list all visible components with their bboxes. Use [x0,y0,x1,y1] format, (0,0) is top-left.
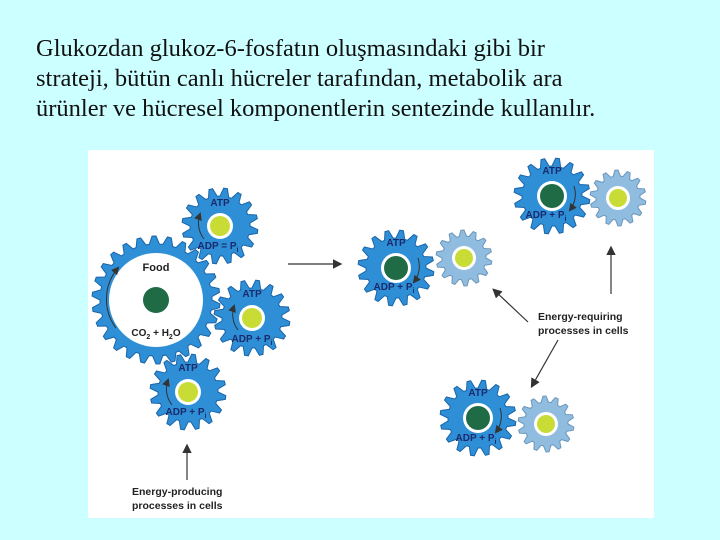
energy-producing-label-2: processes in cells [132,500,223,512]
small-gear-6-center [537,415,555,433]
slide-text [36,34,696,124]
atp-gear-1-center [210,216,230,236]
small-gear-4 [436,230,492,286]
adp-label-5: ADP + $P_i$ [525,210,567,223]
atp-label-6: ATP [468,388,488,399]
arrow-to-lower-pair [532,340,558,386]
adp-label-4: ADP + $P_i$ [373,282,415,295]
atp-gear-3-center [178,382,198,402]
atp-label-2: ATP [242,289,262,300]
adp-label-6: ADP + $P_i$ [455,433,497,446]
arrow-to-upper-pair [494,290,528,322]
adp-label-1: ADP = $P_i$ [197,241,239,254]
energy-requiring-label-1: Energy-requiring [538,311,623,323]
atp-label-4: ATP [386,238,406,249]
atp-label-3: ATP [178,363,198,374]
adp-label-2: ADP + $P_i$ [231,334,273,347]
atp-gear-4-center [384,256,408,280]
text-line-1: Glukozdan glukoz-6-fosfatın oluşmasındaki gibi bir [36,35,545,62]
text-line-2: strateji, bütün canlı hücreler tarafından, metabolik ara [36,65,563,92]
small-gear-4-center [455,249,473,267]
food-label: Food [142,262,170,274]
atp-gear-2-center [242,308,262,328]
atp-cycle-figure [88,150,654,518]
small-gear-5 [590,170,646,226]
food-center-dot [143,287,169,313]
atp-gear-5-center [540,184,564,208]
small-gear-5-center [609,189,627,207]
atp-label-1: ATP [210,198,230,209]
atp-cycle-diagram [88,150,654,518]
co2-h2o-label: $CO_2 + H_2O$ [131,328,181,341]
atp-label-5: ATP [542,166,562,177]
small-gear-6 [518,396,574,452]
energy-requiring-label-2: processes in cells [538,325,629,337]
text-line-3: ürünler ve hücresel komponentlerin sentezinde kullanılır. [36,95,596,122]
atp-gear-6-center [466,406,490,430]
energy-producing-label-1: Energy-producing [132,486,223,498]
adp-label-3: ADP + $P_i$ [165,407,207,420]
